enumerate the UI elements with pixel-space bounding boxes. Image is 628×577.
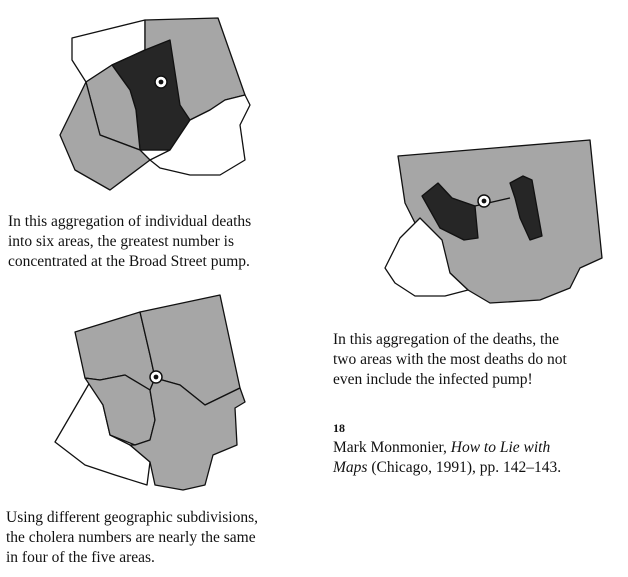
six-areas-map [40, 10, 260, 185]
footnote [333, 418, 561, 478]
footnote-number: 18 [333, 421, 345, 435]
two-areas-map [380, 128, 600, 308]
footnote-line-2 [333, 458, 561, 478]
caption-line: Using different geographic subdivisions, [6, 509, 258, 526]
two-areas-caption [333, 330, 567, 390]
pump-icon [150, 371, 162, 383]
caption-line: In this aggregation of the deaths, the [333, 331, 559, 348]
map-2-regions [385, 140, 602, 303]
caption-line: In this aggregation of individual deaths [8, 213, 252, 230]
pump-icon [478, 195, 490, 207]
caption-line: in four of the five areas. [6, 549, 155, 566]
map-3-regions [55, 295, 245, 490]
caption-line: the cholera numbers are nearly the same [6, 529, 256, 546]
caption-line: into six areas, the greatest number is [8, 233, 234, 250]
five-areas-caption [6, 508, 258, 568]
caption-line: concentrated at the Broad Street pump. [8, 253, 250, 270]
caption-line: two areas with the most deaths do not [333, 351, 567, 368]
six-areas-caption [8, 212, 251, 272]
map-1-regions [60, 18, 250, 190]
caption-line: even include the infected pump! [333, 371, 533, 388]
footnote-title: How to Lie with [450, 439, 551, 456]
five-areas-map [55, 290, 255, 500]
footnote-line-1 [333, 418, 561, 458]
pump-icon [155, 76, 167, 88]
footnote-title-cont: Maps [333, 459, 368, 476]
footnote-author: Mark Monmonier, [333, 439, 447, 456]
footnote-publication: (Chicago, 1991), pp. 142–143. [371, 459, 562, 476]
